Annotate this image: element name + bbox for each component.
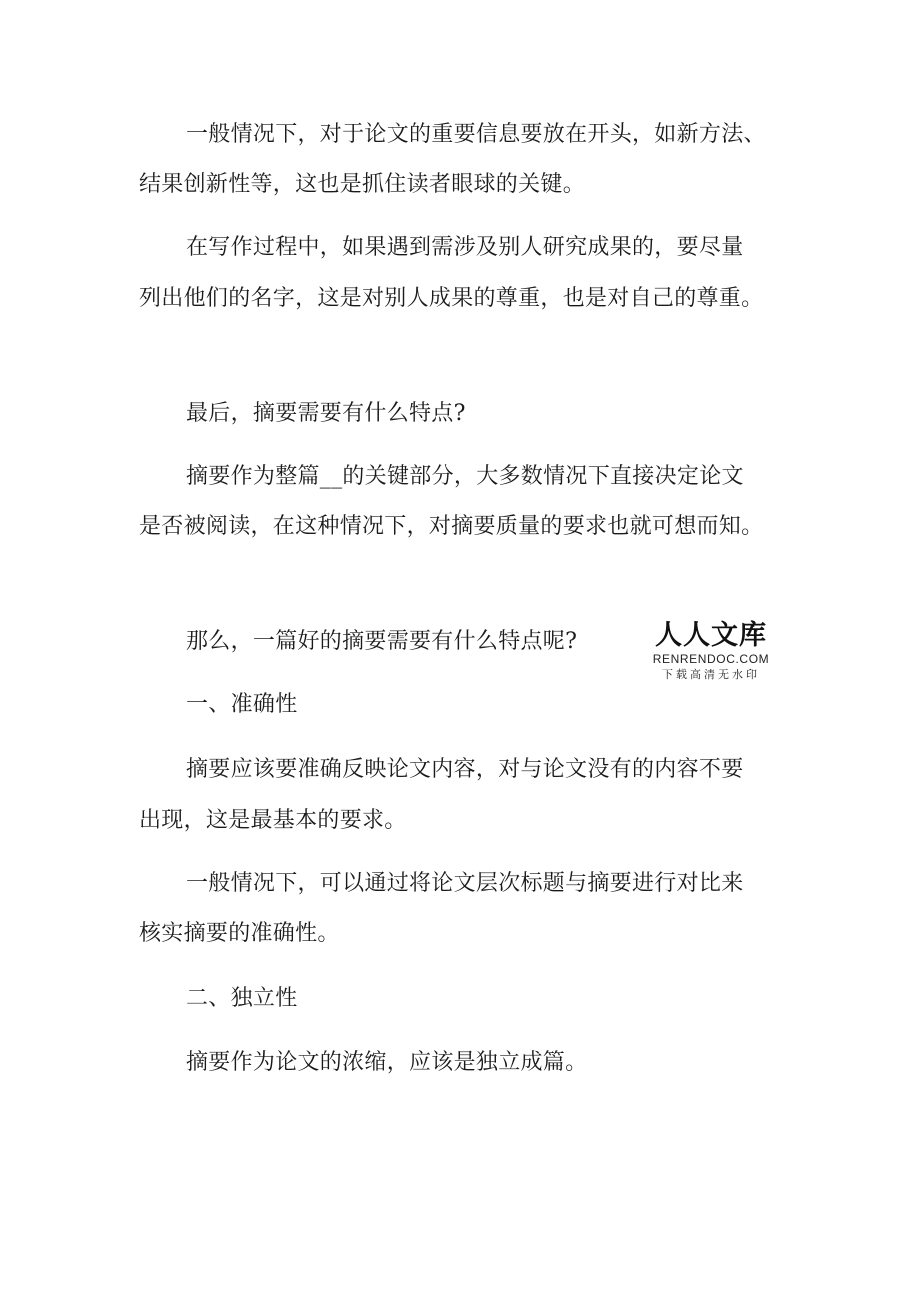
paragraph-7-line-1: 一般情况下，可以通过将论文层次标题与摘要进行对比来 bbox=[186, 871, 744, 896]
renrendoc-watermark-logo bbox=[646, 620, 776, 682]
paragraph-1-line-1: 一般情况下，对于论文的重要信息要放在开头，如新方法、 bbox=[186, 122, 766, 147]
paragraph-2-line-2: 列出他们的名字，这是对别人成果的尊重，也是对自己的尊重。 bbox=[139, 286, 764, 311]
section-heading-independence: 二、独立性 bbox=[186, 986, 298, 1011]
paragraph-6-line-1: 摘要应该要准确反映论文内容，对与论文没有的内容不要 bbox=[186, 757, 744, 782]
paragraph-5-line-1: 那么，一篇好的摘要需要有什么特点呢? bbox=[186, 629, 578, 654]
watermark-subtitle: 下载高清无水印 bbox=[662, 668, 760, 681]
watermark-title: 人人文库 bbox=[655, 620, 767, 651]
paragraph-1-line-2: 结果创新性等，这也是抓住读者眼球的关键。 bbox=[139, 172, 586, 197]
paragraph-2-line-1: 在写作过程中，如果遇到需涉及别人研究成果的，要尽量 bbox=[186, 235, 744, 260]
watermark-url: RENRENDOC.COM bbox=[652, 652, 770, 666]
paragraph-6-line-2: 出现，这是最基本的要求。 bbox=[139, 808, 407, 833]
section-heading-accuracy: 一、准确性 bbox=[186, 692, 298, 717]
paragraph-4-line-2: 是否被阅读，在这种情况下，对摘要质量的要求也就可想而知。 bbox=[139, 514, 764, 539]
paragraph-3-line-1: 最后，摘要需要有什么特点? bbox=[186, 401, 466, 426]
paragraph-7-line-2: 核实摘要的准确性。 bbox=[139, 921, 340, 946]
paragraph-8-line-1: 摘要作为论文的浓缩，应该是独立成篇。 bbox=[186, 1050, 588, 1075]
paragraph-4-line-1: 摘要作为整篇__的关键部分，大多数情况下直接决定论文 bbox=[186, 464, 744, 489]
